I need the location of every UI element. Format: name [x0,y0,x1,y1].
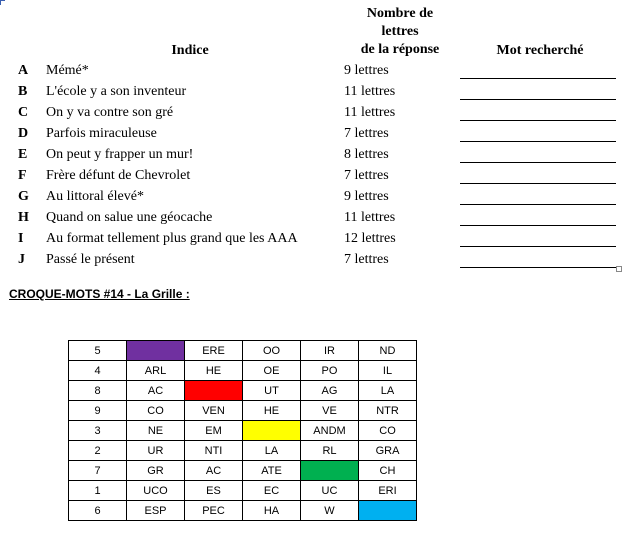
answer-line[interactable] [460,246,616,247]
answer-line[interactable] [460,225,616,226]
grid-cell: RL [301,441,359,461]
grid-cell: UCO [127,481,185,501]
clue-length: 7 lettres [344,168,389,183]
grid-row [69,461,417,481]
clue-row [18,188,618,209]
grid-row [69,401,417,421]
clue-row [18,62,618,83]
grid-cell: CO [359,421,417,441]
grid-cell: CO [127,401,185,421]
grid-color-cell [185,381,243,401]
header-indice: Indice [171,43,209,58]
grid-cell: W [301,501,359,521]
clue-length: 12 lettres [344,231,396,246]
clue-row [18,104,618,125]
grid-cell: UR [127,441,185,461]
clue-length: 9 lettres [344,63,389,78]
clue-text: On peut y frapper un mur! [46,147,194,162]
grid-cell: LA [243,441,301,461]
clue-letter: E [18,147,28,162]
grid-cell: EM [185,421,243,441]
grid-row [69,441,417,461]
clue-letter: A [18,63,29,78]
clue-list [18,62,618,272]
grid-color-cell [127,341,185,361]
clue-letter: B [18,84,28,99]
clue-length: 11 lettres [344,105,396,120]
grid-row-number: 7 [69,461,127,481]
grid-cell: NE [127,421,185,441]
grid-row-number: 8 [69,381,127,401]
clue-letter: H [18,210,29,225]
clue-row [18,251,618,272]
clue-letter: G [18,189,29,204]
grid-cell: AC [127,381,185,401]
grid-cell: UC [301,481,359,501]
answer-line[interactable] [460,267,616,268]
clue-row [18,83,618,104]
clue-text: Quand on salue une géocache [46,210,213,225]
grid-cell: ARL [127,361,185,381]
header-nombre-lettres [340,5,460,59]
grid-row [69,341,417,361]
grid-row [69,421,417,441]
grid-cell: HE [243,401,301,421]
clue-length: 7 lettres [344,126,389,141]
grid-cell: GR [127,461,185,481]
grid-cell: ANDM [301,421,359,441]
grid-cell: CH [359,461,417,481]
grid-row-number: 1 [69,481,127,501]
clue-row [18,209,618,230]
grid-color-cell [243,421,301,441]
answer-line[interactable] [460,204,616,205]
clue-text: On y va contre son gré [46,105,174,120]
header-mot-recherche: Mot recherché [496,43,584,58]
clue-text: Passé le présent [46,252,135,267]
grid-cell: ERE [185,341,243,361]
clue-text: Mémé* [46,63,89,78]
grid-cell: ES [185,481,243,501]
clue-length: 8 lettres [344,147,389,162]
grid-color-cell [359,501,417,521]
clue-length: 9 lettres [344,189,389,204]
clue-length: 11 lettres [344,210,396,225]
grid-title: CROQUE-MOTS #14 - La Grille : [9,287,190,301]
answer-line[interactable] [460,120,616,121]
grid-row-number: 2 [69,441,127,461]
grid-cell: OO [243,341,301,361]
grid-cell: IR [301,341,359,361]
grid-row [69,481,417,501]
grid-cell: VEN [185,401,243,421]
answer-line[interactable] [460,141,616,142]
grid-cell: ESP [127,501,185,521]
header-nombre-line-2: lettres [381,24,419,39]
grid-cell: NTR [359,401,417,421]
grid-cell: LA [359,381,417,401]
grid-cell: OE [243,361,301,381]
grid-cell: PEC [185,501,243,521]
header-nombre-line-3: de la réponse [360,42,440,57]
clue-letter: C [18,105,29,120]
clue-text: L'école y a son inventeur [46,84,187,99]
clue-text: Au littoral élevé* [46,189,144,204]
grid-row [69,381,417,401]
grid-cell: AG [301,381,359,401]
clue-text: Frère défunt de Chevrolet [46,168,191,183]
clue-row [18,167,618,188]
clue-row [18,146,618,167]
grid-row-number: 6 [69,501,127,521]
grid-row-number: 9 [69,401,127,421]
answer-line[interactable] [460,78,616,79]
end-of-table-mark [616,266,622,272]
clue-length: 11 lettres [344,84,396,99]
grid-row-number: 4 [69,361,127,381]
grid-cell: HE [185,361,243,381]
word-grid [68,340,417,521]
grid-color-cell [301,461,359,481]
grid-cell: UT [243,381,301,401]
grid-row [69,501,417,521]
grid-cell: ATE [243,461,301,481]
grid-row-number: 5 [69,341,127,361]
clue-letter: I [18,231,24,246]
corner-mark [0,0,5,5]
grid-cell: NTI [185,441,243,461]
grid-cell: GRA [359,441,417,461]
grid-row-number: 3 [69,421,127,441]
answer-line[interactable] [460,162,616,163]
clue-letter: J [18,252,25,267]
answer-line[interactable] [460,99,616,100]
answer-line[interactable] [460,183,616,184]
clue-length: 7 lettres [344,252,389,267]
clue-text: Parfois miraculeuse [46,126,157,141]
header-nombre-line-1: Nombre de [366,6,434,21]
clue-row [18,125,618,146]
grid-cell: EC [243,481,301,501]
grid-row [69,361,417,381]
grid-cell: AC [185,461,243,481]
clue-text: Au format tellement plus grand que les AAA [46,231,298,246]
grid-cell: IL [359,361,417,381]
grid-cell: VE [301,401,359,421]
grid-cell: HA [243,501,301,521]
clue-letter: F [18,168,27,183]
clue-letter: D [18,126,29,141]
grid-cell: PO [301,361,359,381]
clue-row [18,230,618,251]
grid-cell: ND [359,341,417,361]
grid-cell: ERI [359,481,417,501]
